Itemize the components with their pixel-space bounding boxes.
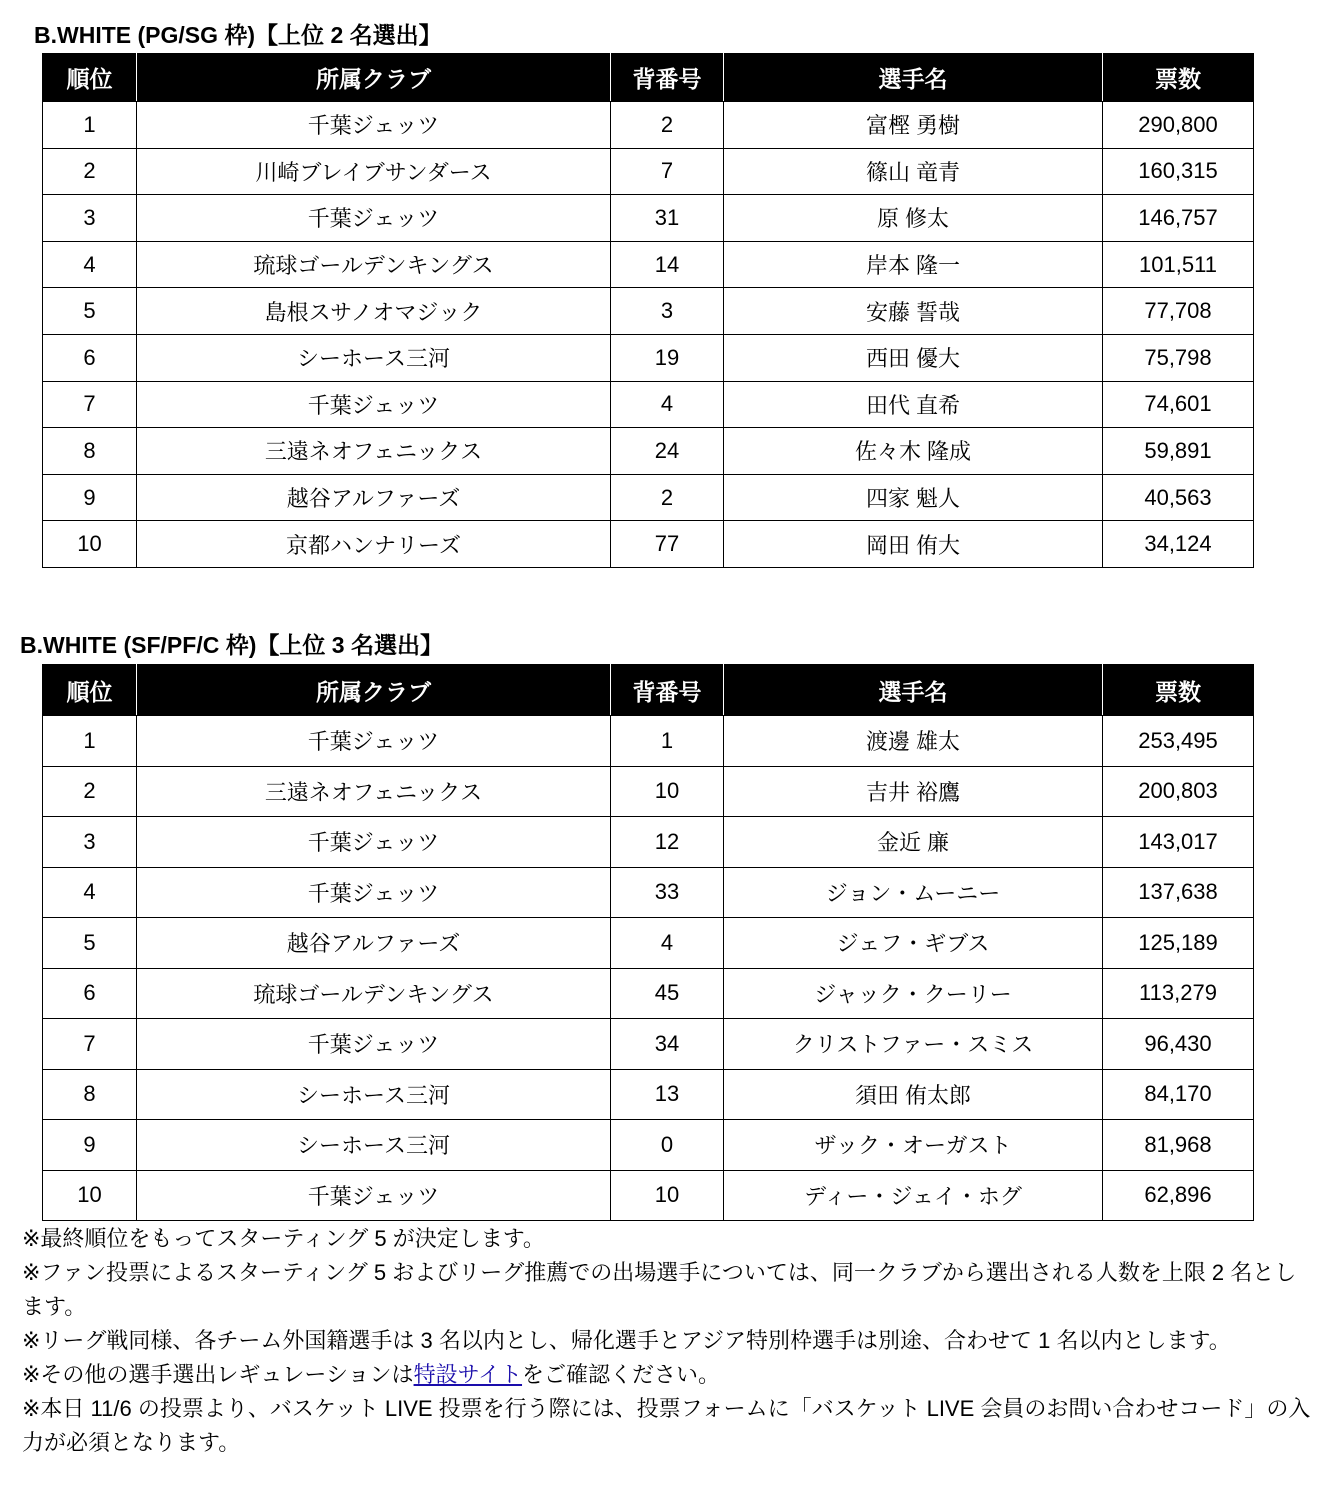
player-name-cell: 西田 優大 — [724, 334, 1103, 381]
votes-cell: 77,708 — [1103, 288, 1254, 335]
number-cell: 4 — [611, 918, 724, 969]
header-player-name: 選手名 — [724, 54, 1103, 102]
table-header-row — [43, 54, 1254, 102]
club-cell: 京都ハンナリーズ — [137, 521, 611, 568]
table-row — [43, 867, 1254, 918]
votes-cell: 40,563 — [1103, 474, 1254, 521]
header-rank: 順位 — [43, 665, 137, 716]
number-cell: 3 — [611, 288, 724, 335]
votes-cell: 34,124 — [1103, 521, 1254, 568]
number-cell: 4 — [611, 381, 724, 428]
table-row — [43, 381, 1254, 428]
header-number: 背番号 — [611, 54, 724, 102]
table-header-row — [43, 665, 1254, 716]
rank-cell: 9 — [43, 1120, 137, 1171]
player-name-cell: 四家 魁人 — [724, 474, 1103, 521]
rank-cell: 6 — [43, 334, 137, 381]
votes-cell: 290,800 — [1103, 102, 1254, 149]
rank-cell: 4 — [43, 867, 137, 918]
player-name-cell: ジャック・クーリー — [724, 968, 1103, 1019]
player-name-cell: ジョン・ムーニー — [724, 867, 1103, 918]
rank-cell: 10 — [43, 521, 137, 568]
number-cell: 34 — [611, 1019, 724, 1070]
club-cell: 三遠ネオフェニックス — [137, 766, 611, 817]
club-cell: 川崎ブレイブサンダース — [137, 148, 611, 195]
player-name-cell: 安藤 誓哉 — [724, 288, 1103, 335]
number-cell: 2 — [611, 102, 724, 149]
ranking-table-pg-sg — [42, 53, 1254, 568]
table-row — [43, 817, 1254, 868]
number-cell: 45 — [611, 968, 724, 1019]
player-name-cell: ジェフ・ギブス — [724, 918, 1103, 969]
ranking-table-sf-pf-c — [42, 664, 1254, 1221]
number-cell: 1 — [611, 716, 724, 767]
rank-cell: 6 — [43, 968, 137, 1019]
club-cell: 島根スサノオマジック — [137, 288, 611, 335]
votes-cell: 101,511 — [1103, 241, 1254, 288]
number-cell: 14 — [611, 241, 724, 288]
club-cell: シーホース三河 — [137, 1120, 611, 1171]
player-name-cell: クリストファー・スミス — [724, 1019, 1103, 1070]
table-row — [43, 716, 1254, 767]
table-row — [43, 148, 1254, 195]
player-name-cell: 篠山 竜青 — [724, 148, 1103, 195]
table-row — [43, 918, 1254, 969]
table-row — [43, 968, 1254, 1019]
table-row — [43, 195, 1254, 242]
club-cell: 千葉ジェッツ — [137, 817, 611, 868]
rank-cell: 7 — [43, 1019, 137, 1070]
rank-cell: 10 — [43, 1170, 137, 1221]
votes-cell: 96,430 — [1103, 1019, 1254, 1070]
votes-cell: 143,017 — [1103, 817, 1254, 868]
table-row — [43, 428, 1254, 475]
votes-cell: 75,798 — [1103, 334, 1254, 381]
header-votes: 票数 — [1103, 665, 1254, 716]
table-row — [43, 334, 1254, 381]
votes-cell: 62,896 — [1103, 1170, 1254, 1221]
number-cell: 13 — [611, 1069, 724, 1120]
table-row — [43, 1170, 1254, 1221]
table-row — [43, 1120, 1254, 1171]
votes-cell: 253,495 — [1103, 716, 1254, 767]
player-name-cell: 渡邊 雄太 — [724, 716, 1103, 767]
votes-cell: 59,891 — [1103, 428, 1254, 475]
club-cell: 千葉ジェッツ — [137, 716, 611, 767]
note-starting-five: ※最終順位をもってスターティング 5 が決定します。 — [22, 1226, 545, 1251]
note-regulations-after: をご確認ください。 — [522, 1362, 721, 1387]
rank-cell: 2 — [43, 766, 137, 817]
votes-cell: 125,189 — [1103, 918, 1254, 969]
section-title-sf-pf-c: B.WHITE (SF/PF/C 枠)【上位 3 名選出】 — [20, 632, 443, 658]
rank-cell: 5 — [43, 918, 137, 969]
rank-cell: 9 — [43, 474, 137, 521]
club-cell: 越谷アルファーズ — [137, 918, 611, 969]
header-club: 所属クラブ — [137, 665, 611, 716]
number-cell: 77 — [611, 521, 724, 568]
player-name-cell: 須田 侑太郎 — [724, 1069, 1103, 1120]
club-cell: 千葉ジェッツ — [137, 381, 611, 428]
number-cell: 2 — [611, 474, 724, 521]
table-row — [43, 766, 1254, 817]
player-name-cell: 原 修太 — [724, 195, 1103, 242]
section-title-pg-sg: B.WHITE (PG/SG 枠)【上位 2 名選出】 — [34, 22, 442, 48]
note-foreign-players: ※リーグ戦同様、各チーム外国籍選手は 3 名以内とし、帰化選手とアジア特別枠選手は別途、合わせて 1 名以内とします。 — [22, 1328, 1231, 1353]
votes-cell: 160,315 — [1103, 148, 1254, 195]
number-cell: 33 — [611, 867, 724, 918]
table-row — [43, 521, 1254, 568]
votes-cell: 81,968 — [1103, 1120, 1254, 1171]
rank-cell: 4 — [43, 241, 137, 288]
player-name-cell: ザック・オーガスト — [724, 1120, 1103, 1171]
rank-cell: 7 — [43, 381, 137, 428]
player-name-cell: 岡田 侑大 — [724, 521, 1103, 568]
number-cell: 19 — [611, 334, 724, 381]
rank-cell: 2 — [43, 148, 137, 195]
votes-cell: 200,803 — [1103, 766, 1254, 817]
note-club-limit: ※ファン投票によるスターティング 5 およびリーグ推薦での出場選手については、同一クラブから選出される人数を上限 2 名とします。 — [22, 1260, 1297, 1319]
number-cell: 10 — [611, 766, 724, 817]
note-inquiry-code: ※本日 11/6 の投票より、バスケット LIVE 投票を行う際には、投票フォームに「バスケット LIVE 会員のお問い合わせコード」の入力が必須となります。 — [22, 1396, 1311, 1455]
table-row — [43, 241, 1254, 288]
club-cell: 千葉ジェッツ — [137, 102, 611, 149]
club-cell: 三遠ネオフェニックス — [137, 428, 611, 475]
club-cell: シーホース三河 — [137, 1069, 611, 1120]
rank-cell: 5 — [43, 288, 137, 335]
votes-cell: 137,638 — [1103, 867, 1254, 918]
rank-cell: 3 — [43, 195, 137, 242]
notes — [22, 1222, 1312, 1460]
note-regulations — [22, 1358, 1312, 1392]
player-name-cell: 佐々木 隆成 — [724, 428, 1103, 475]
header-number: 背番号 — [611, 665, 724, 716]
votes-cell: 113,279 — [1103, 968, 1254, 1019]
table-row — [43, 102, 1254, 149]
player-name-cell: 田代 直希 — [724, 381, 1103, 428]
header-votes: 票数 — [1103, 54, 1254, 102]
table-row — [43, 1069, 1254, 1120]
number-cell: 24 — [611, 428, 724, 475]
club-cell: 琉球ゴールデンキングス — [137, 968, 611, 1019]
club-cell: 千葉ジェッツ — [137, 1019, 611, 1070]
rank-cell: 3 — [43, 817, 137, 868]
note-regulations-before: ※その他の選手選出レギュレーションは — [22, 1362, 414, 1387]
header-rank: 順位 — [43, 54, 137, 102]
player-name-cell: ディー・ジェイ・ホグ — [724, 1170, 1103, 1221]
number-cell: 31 — [611, 195, 724, 242]
table-row — [43, 288, 1254, 335]
club-cell: 越谷アルファーズ — [137, 474, 611, 521]
table-row — [43, 1019, 1254, 1070]
player-name-cell: 富樫 勇樹 — [724, 102, 1103, 149]
number-cell: 7 — [611, 148, 724, 195]
number-cell: 12 — [611, 817, 724, 868]
votes-cell: 74,601 — [1103, 381, 1254, 428]
rank-cell: 1 — [43, 102, 137, 149]
club-cell: 千葉ジェッツ — [137, 867, 611, 918]
rank-cell: 8 — [43, 428, 137, 475]
number-cell: 10 — [611, 1170, 724, 1221]
votes-cell: 84,170 — [1103, 1069, 1254, 1120]
player-name-cell: 吉井 裕鷹 — [724, 766, 1103, 817]
header-player-name: 選手名 — [724, 665, 1103, 716]
table-row — [43, 474, 1254, 521]
header-club: 所属クラブ — [137, 54, 611, 102]
votes-cell: 146,757 — [1103, 195, 1254, 242]
rank-cell: 1 — [43, 716, 137, 767]
special-site-link[interactable]: 特設サイト — [413, 1362, 523, 1387]
player-name-cell: 岸本 隆一 — [724, 241, 1103, 288]
club-cell: 琉球ゴールデンキングス — [137, 241, 611, 288]
player-name-cell: 金近 廉 — [724, 817, 1103, 868]
rank-cell: 8 — [43, 1069, 137, 1120]
club-cell: シーホース三河 — [137, 334, 611, 381]
club-cell: 千葉ジェッツ — [137, 195, 611, 242]
club-cell: 千葉ジェッツ — [137, 1170, 611, 1221]
number-cell: 0 — [611, 1120, 724, 1171]
